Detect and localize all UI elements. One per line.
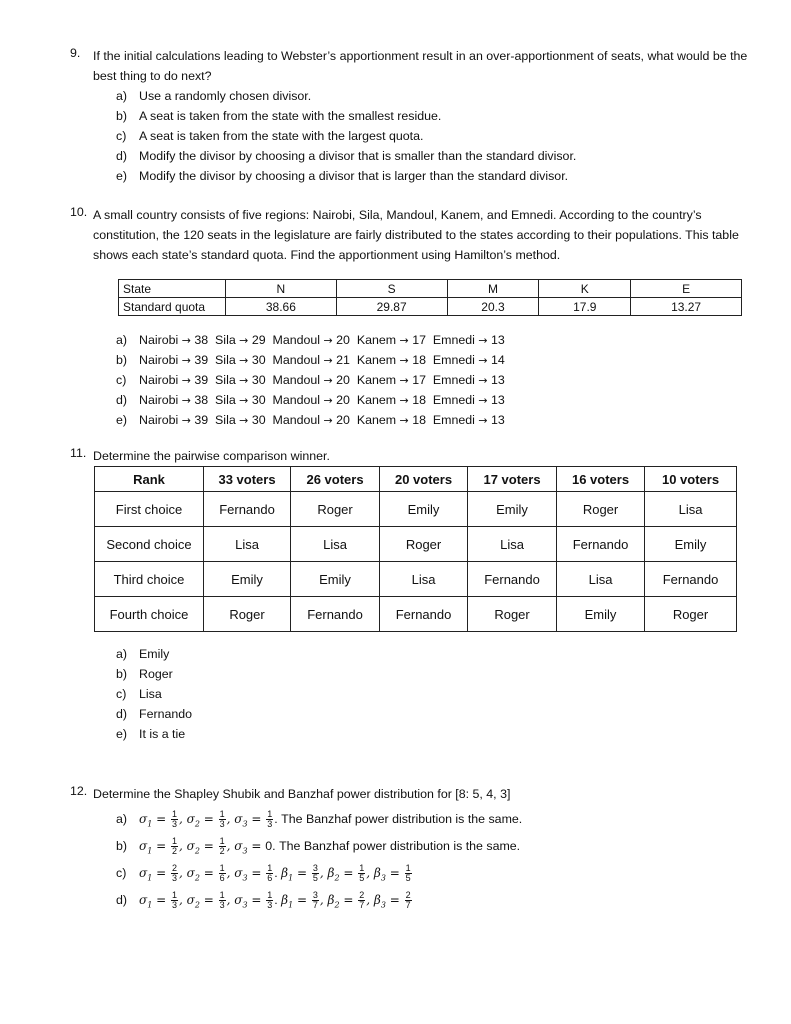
comma: , xyxy=(366,866,374,880)
region-name: Mandoul xyxy=(272,353,324,367)
seat-count: 13 xyxy=(487,333,505,347)
math-symbol: $\sigma_3$ xyxy=(234,866,248,883)
equals: = xyxy=(199,866,218,880)
question-10-options xyxy=(70,330,750,430)
arrow-icon: → xyxy=(399,334,409,347)
math-symbol: $\sigma_3$ xyxy=(234,839,248,856)
seat-count: 13 xyxy=(487,413,505,427)
arrow-icon: → xyxy=(323,414,333,427)
option-c: c) Lisa xyxy=(116,687,162,701)
question-10 xyxy=(70,205,750,265)
denominator: 3 xyxy=(171,873,177,884)
region-name: Kanem xyxy=(356,373,400,387)
math-symbol: $\sigma_2$ xyxy=(186,866,200,883)
column-header: 16 voters xyxy=(557,467,645,492)
equals: = xyxy=(247,839,266,853)
table-cell: Fernando xyxy=(380,597,468,632)
option-label: d) xyxy=(116,393,128,407)
denominator: 5 xyxy=(359,873,365,884)
region-name: Nairobi xyxy=(139,373,182,387)
region-name: Sila xyxy=(215,373,240,387)
question-text: Determine the pairwise comparison winner. xyxy=(93,449,330,463)
seat-count: 30 xyxy=(248,353,273,367)
fraction xyxy=(266,810,273,829)
comma: , xyxy=(226,893,235,907)
denominator: 6 xyxy=(267,873,273,884)
denominator: 7 xyxy=(312,900,318,911)
option-b: b) Roger xyxy=(116,667,173,681)
option-label: a) xyxy=(116,333,128,347)
numerator: 3 xyxy=(312,890,318,901)
denominator: 5 xyxy=(312,873,318,884)
fraction xyxy=(266,891,273,910)
arrow-icon: → xyxy=(239,334,249,347)
question-text: Determine the Shapley Shubik and Banzhaf power distribution for [8: 5, 4, 3] xyxy=(93,787,511,801)
fraction xyxy=(405,891,412,910)
table-cell: Lisa xyxy=(380,562,468,597)
option-c xyxy=(116,370,750,390)
denominator: 3 xyxy=(171,900,177,911)
table-row: State N S M K E xyxy=(119,280,742,298)
arrow-icon: → xyxy=(239,394,249,407)
table-cell: Lisa xyxy=(645,492,737,527)
option-a: a) Emily xyxy=(116,647,170,661)
region-name: Sila xyxy=(215,393,240,407)
region-name: Nairobi xyxy=(139,333,182,347)
math-symbol: $\beta_2$ xyxy=(327,866,340,883)
numerator: 1 xyxy=(405,863,411,874)
region-name: Sila xyxy=(215,333,240,347)
arrow-icon: → xyxy=(181,354,191,367)
region-name: Emnedi xyxy=(432,393,479,407)
arrow-icon: → xyxy=(181,374,191,387)
denominator: 6 xyxy=(219,873,225,884)
fraction xyxy=(171,864,178,883)
numerator: 2 xyxy=(359,890,365,901)
column-header: 33 voters xyxy=(204,467,291,492)
seat-count: 13 xyxy=(487,393,505,407)
column-header: 26 voters xyxy=(291,467,380,492)
math-symbol: $\sigma_1$ xyxy=(139,866,153,883)
option-label: a) xyxy=(116,812,128,826)
table-cell: Emily xyxy=(380,492,468,527)
equals: = xyxy=(339,866,358,880)
comma: , xyxy=(319,893,328,907)
option-label: b) xyxy=(116,839,128,853)
comma: , xyxy=(179,839,187,853)
equals: = xyxy=(293,893,311,907)
numerator: 1 xyxy=(219,809,225,820)
comma: , xyxy=(226,866,235,880)
seat-count: 20 xyxy=(332,333,357,347)
numerator: 1 xyxy=(219,890,225,901)
arrow-icon: → xyxy=(323,374,333,387)
math-symbol: $\beta_2$ xyxy=(327,893,340,910)
table-header-row xyxy=(95,467,737,492)
option-text: The Banzhaf power distribution is the same. xyxy=(279,839,521,853)
math-value: 0 xyxy=(265,839,273,853)
column-header: 10 voters xyxy=(645,467,737,492)
table-row xyxy=(95,492,737,527)
region-name: Kanem xyxy=(356,333,400,347)
seat-count: 38 xyxy=(190,333,216,347)
arrow-icon: → xyxy=(239,354,249,367)
option-c xyxy=(116,860,750,887)
fraction xyxy=(171,837,178,856)
region-name: Nairobi xyxy=(139,353,182,367)
table-cell: Third choice xyxy=(95,562,204,597)
region-name: Sila xyxy=(215,413,240,427)
arrow-icon: → xyxy=(181,394,191,407)
answer-options xyxy=(116,330,750,430)
question-11-options xyxy=(70,644,750,744)
question-11 xyxy=(70,446,750,466)
arrow-icon: → xyxy=(478,334,488,347)
region-name: Emnedi xyxy=(432,333,479,347)
option-e: e) Modify the divisor by choosing a divisor that is larger than the standard divisor. xyxy=(116,169,569,183)
arrow-icon: → xyxy=(323,334,333,347)
equals: = xyxy=(152,839,170,853)
denominator: 7 xyxy=(359,900,365,911)
table-cell: First choice xyxy=(95,492,204,527)
option-a xyxy=(116,330,750,350)
option-d xyxy=(116,887,750,914)
equals: = xyxy=(199,839,218,853)
table-row xyxy=(95,562,737,597)
period: . xyxy=(274,866,282,880)
table-row: Standard quota 38.66 29.87 20.3 17.9 13.27 xyxy=(119,298,742,316)
comma: , xyxy=(319,866,328,880)
region-name: Emnedi xyxy=(432,373,479,387)
table-cell: Lisa xyxy=(291,527,380,562)
arrow-icon: → xyxy=(478,374,488,387)
math-symbol: $\sigma_1$ xyxy=(139,812,153,829)
numerator: 1 xyxy=(171,836,177,847)
table-cell: Roger xyxy=(468,597,557,632)
denominator: 3 xyxy=(171,819,177,830)
fraction xyxy=(358,864,365,883)
option-b: b) A seat is taken from the state with the smallest residue. xyxy=(116,109,442,123)
math-symbol: $\beta_1$ xyxy=(281,893,294,910)
fraction xyxy=(266,864,273,883)
question-12 xyxy=(70,784,750,914)
denominator: 3 xyxy=(219,819,225,830)
seat-count: 39 xyxy=(190,413,216,427)
table-cell: Second choice xyxy=(95,527,204,562)
table-cell: Emily xyxy=(291,562,380,597)
option-b xyxy=(116,833,750,860)
column-header: Rank xyxy=(95,467,204,492)
numerator: 2 xyxy=(171,863,177,874)
numerator: 3 xyxy=(312,863,318,874)
math-symbol: $\sigma_3$ xyxy=(234,893,248,910)
answer-options xyxy=(116,644,750,744)
region-name: Emnedi xyxy=(432,413,479,427)
table-cell: Fernando xyxy=(204,492,291,527)
seat-count: 30 xyxy=(248,413,273,427)
option-label: e) xyxy=(116,413,128,427)
fraction xyxy=(219,810,226,829)
numerator: 1 xyxy=(219,863,225,874)
seat-count: 14 xyxy=(487,353,505,367)
table-cell: Roger xyxy=(557,492,645,527)
table-cell: Emily xyxy=(468,492,557,527)
denominator: 5 xyxy=(405,873,411,884)
math-symbol: $\beta_3$ xyxy=(373,893,386,910)
table-cell: Emily xyxy=(557,597,645,632)
seat-count: 39 xyxy=(190,353,216,367)
fraction xyxy=(219,891,226,910)
period: . xyxy=(274,893,282,907)
comma: , xyxy=(226,812,235,826)
table-cell: Roger xyxy=(204,597,291,632)
region-name: Kanem xyxy=(356,353,400,367)
column-header: 17 voters xyxy=(468,467,557,492)
math-symbol: $\sigma_1$ xyxy=(139,893,153,910)
seat-count: 13 xyxy=(487,373,505,387)
numerator: 1 xyxy=(219,836,225,847)
table-cell: Fernando xyxy=(291,597,380,632)
equals: = xyxy=(385,893,404,907)
seat-count: 30 xyxy=(248,393,273,407)
seat-count: 20 xyxy=(332,373,357,387)
arrow-icon: → xyxy=(478,394,488,407)
equals: = xyxy=(199,812,218,826)
numerator: 1 xyxy=(267,863,273,874)
denominator: 7 xyxy=(405,900,411,911)
seat-count: 21 xyxy=(332,353,357,367)
numerator: 1 xyxy=(171,890,177,901)
preference-schedule-table xyxy=(94,466,737,632)
period: . xyxy=(274,812,282,826)
period: . xyxy=(272,839,280,853)
option-label: b) xyxy=(116,353,128,367)
seat-count: 20 xyxy=(332,413,357,427)
math-symbol: $\beta_1$ xyxy=(281,866,294,883)
option-d: d) Fernando xyxy=(116,707,193,721)
fraction xyxy=(219,837,226,856)
arrow-icon: → xyxy=(323,394,333,407)
seat-count: 29 xyxy=(248,333,273,347)
seat-count: 39 xyxy=(190,373,216,387)
comma: , xyxy=(366,893,374,907)
region-name: Nairobi xyxy=(139,393,182,407)
denominator: 2 xyxy=(171,846,177,857)
fraction xyxy=(405,864,412,883)
equals: = xyxy=(247,812,266,826)
arrow-icon: → xyxy=(239,414,249,427)
arrow-icon: → xyxy=(399,374,409,387)
math-symbol: $\sigma_1$ xyxy=(139,839,153,856)
comma: , xyxy=(179,812,187,826)
standard-quota-table xyxy=(118,279,742,316)
option-label: d) xyxy=(116,893,128,907)
table-cell: Roger xyxy=(380,527,468,562)
fraction xyxy=(312,891,319,910)
fraction xyxy=(312,864,319,883)
comma: , xyxy=(179,866,187,880)
question-number: 12. xyxy=(70,784,88,798)
seat-count: 18 xyxy=(408,393,433,407)
denominator: 3 xyxy=(267,900,273,911)
option-b xyxy=(116,350,750,370)
arrow-icon: → xyxy=(323,354,333,367)
math-symbol: $\sigma_2$ xyxy=(186,839,200,856)
table-row xyxy=(95,527,737,562)
equals: = xyxy=(152,812,170,826)
table-cell: Lisa xyxy=(557,562,645,597)
arrow-icon: → xyxy=(239,374,249,387)
answer-options xyxy=(116,86,750,186)
numerator: 1 xyxy=(267,890,273,901)
math-symbol: $\sigma_2$ xyxy=(186,893,200,910)
region-name: Mandoul xyxy=(272,393,324,407)
numerator: 1 xyxy=(359,863,365,874)
arrow-icon: → xyxy=(399,354,409,367)
option-c: c) A seat is taken from the state with the largest quota. xyxy=(116,129,424,143)
table-cell: Lisa xyxy=(204,527,291,562)
seat-count: 18 xyxy=(408,413,433,427)
column-header: 20 voters xyxy=(380,467,468,492)
table-cell: Lisa xyxy=(468,527,557,562)
region-name: Sila xyxy=(215,353,240,367)
table-cell: Fourth choice xyxy=(95,597,204,632)
region-name: Mandoul xyxy=(272,413,324,427)
equals: = xyxy=(385,866,404,880)
table-cell: Emily xyxy=(204,562,291,597)
question-number: 9. xyxy=(70,46,81,60)
option-e xyxy=(116,410,750,430)
table-cell: Fernando xyxy=(468,562,557,597)
question-9 xyxy=(70,46,750,186)
question-text: If the initial calculations leading to Webster’s apportionment result in an over-apportionment of seats, what would be the best thing to do next? xyxy=(93,49,748,83)
option-a xyxy=(116,806,750,833)
seat-count: 18 xyxy=(408,353,433,367)
table-cell: Emily xyxy=(645,527,737,562)
region-name: Kanem xyxy=(356,413,400,427)
option-d xyxy=(116,390,750,410)
comma: , xyxy=(179,893,187,907)
region-name: Mandoul xyxy=(272,373,324,387)
equals: = xyxy=(293,866,311,880)
math-symbol: $\sigma_2$ xyxy=(186,812,200,829)
answer-options xyxy=(116,806,750,914)
denominator: 3 xyxy=(219,900,225,911)
region-name: Mandoul xyxy=(272,333,324,347)
fraction xyxy=(171,891,178,910)
seat-count: 38 xyxy=(190,393,216,407)
arrow-icon: → xyxy=(181,414,191,427)
option-text: The Banzhaf power distribution is the same. xyxy=(281,812,523,826)
region-name: Emnedi xyxy=(432,353,479,367)
region-name: Kanem xyxy=(356,393,400,407)
equals: = xyxy=(152,893,170,907)
option-label: c) xyxy=(116,866,127,880)
arrow-icon: → xyxy=(399,414,409,427)
arrow-icon: → xyxy=(181,334,191,347)
seat-count: 17 xyxy=(408,373,433,387)
fraction xyxy=(358,891,365,910)
math-symbol: $\beta_3$ xyxy=(373,866,386,883)
arrow-icon: → xyxy=(399,394,409,407)
equals: = xyxy=(247,866,266,880)
denominator: 2 xyxy=(219,846,225,857)
option-e: e) It is a tie xyxy=(116,727,186,741)
table-cell: Roger xyxy=(645,597,737,632)
seat-count: 30 xyxy=(248,373,273,387)
equals: = xyxy=(247,893,266,907)
denominator: 3 xyxy=(267,819,273,830)
question-text: A small country consists of five regions: Nairobi, Sila, Mandoul, Kanem, and Emnedi. According to the country’s constitution, the 120 seats in the legislature are fairly distributed to the states according to their populations. This table shows each state’s standard quota. Find the apportionment using Hamilton’s method. xyxy=(93,208,739,262)
table-cell: Fernando xyxy=(645,562,737,597)
equals: = xyxy=(339,893,358,907)
numerator: 1 xyxy=(267,809,273,820)
region-name: Nairobi xyxy=(139,413,182,427)
numerator: 2 xyxy=(405,890,411,901)
question-number: 10. xyxy=(70,205,88,219)
arrow-icon: → xyxy=(478,414,488,427)
question-number: 11. xyxy=(70,446,87,460)
fraction xyxy=(219,864,226,883)
option-a: a) Use a randomly chosen divisor. xyxy=(116,89,312,103)
table-cell: Fernando xyxy=(557,527,645,562)
option-d: d) Modify the divisor by choosing a divisor that is smaller than the standard divisor. xyxy=(116,149,577,163)
math-symbol: $\sigma_3$ xyxy=(234,812,248,829)
fraction xyxy=(171,810,178,829)
option-label: c) xyxy=(116,373,127,387)
seat-count: 20 xyxy=(332,393,357,407)
numerator: 1 xyxy=(171,809,177,820)
equals: = xyxy=(152,866,170,880)
arrow-icon: → xyxy=(478,354,488,367)
comma: , xyxy=(226,839,235,853)
equals: = xyxy=(199,893,218,907)
table-row xyxy=(95,597,737,632)
table-cell: Roger xyxy=(291,492,380,527)
seat-count: 17 xyxy=(408,333,433,347)
